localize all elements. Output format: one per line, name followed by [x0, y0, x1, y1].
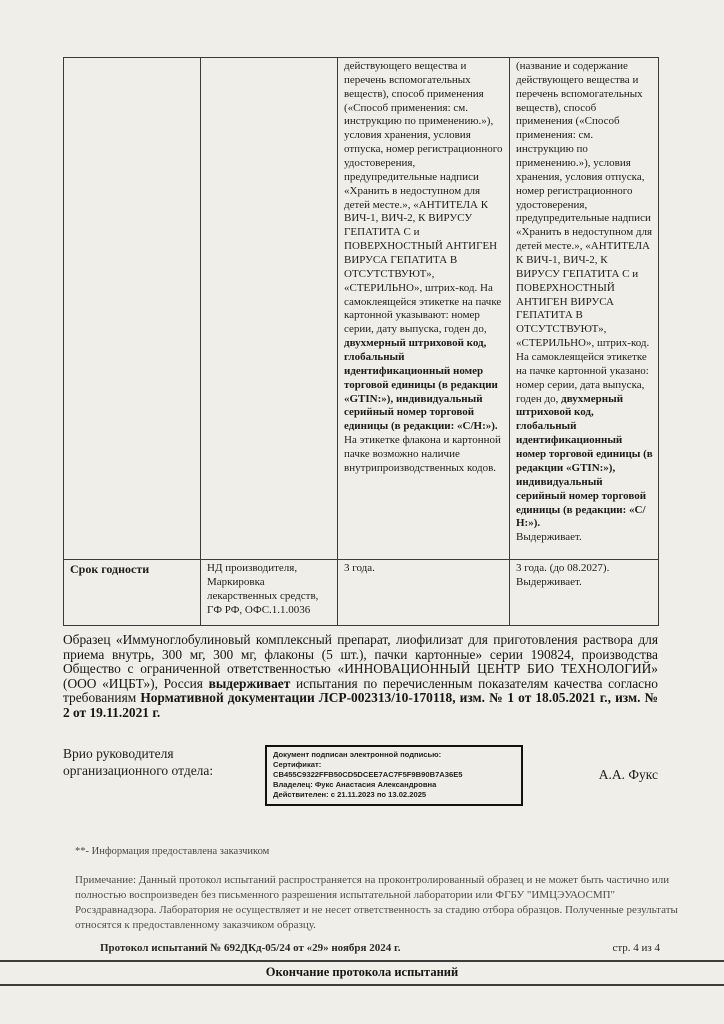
electronic-signature-stamp — [265, 745, 523, 807]
ending-band — [0, 960, 724, 986]
stamp-title: Документ подписан электронной подписью: — [273, 749, 442, 759]
conclusion-paragraph: Образец «Иммуноглобулиновый комплексный препарат, лиофилизат для приготовления раствора для приема внутрь, 300 мг, 300 мг, флаконы (5 шт.), пачки картонные» серии 190824, производства Общество с ограниченной ответственностью «ИННОВАЦИОННЫЙ ЦЕНТР БИО ТЕХНОЛОГИЙ» (ООО «ИЦБТ»), Россия выдерживает испытания по перечисленным показателям качества согласно требованиям Нормативной документации ЛСР-002313/10-170118, изм. № 1 от 18.05.2021 г., изм. № 2 от 19.11.2021 г. — [63, 632, 658, 720]
protocol-ending-title: Окончание протокола испытаний — [265, 964, 459, 979]
note-paragraph: Примечание: Данный протокол испытаний распространяется на проконтролированный образец и не может быть частично или полностью воспроизведен без письменного разрешения испытательной лаборатории или ФГБУ "ИМЦЭУАОСМП" Росздравнадзора. Лаборатория не осуществляет и не несет ответственность за стадию отбора образцов. Полученные результаты относятся к предоставленному заказчиком образцу. — [75, 874, 678, 931]
stamp-owner: Владелец: Фукс Анастасия Александровна — [273, 780, 437, 790]
page-footer — [63, 942, 660, 954]
divider-line-bottom — [0, 984, 724, 986]
customer-info-footnote: **- Информация предоставлена заказчиком — [75, 846, 270, 858]
shelf-life-requirement-cell: 3 года. — [338, 560, 510, 626]
signature-block — [63, 745, 658, 807]
labeling-requirement-cell: действующего вещества и перечень вспомогательных веществ), способ применения («Способ применения: см. инструкцию по применению.»), условия хранения, условия отпуска, номер регистрационного удостоверения, предупредительные надписи «Хранить в недоступном для детей месте.», «АНТИТЕЛА К ВИЧ-1, ВИЧ-2, К ВИРУСУ ГЕПАТИТА С и ПОВЕРХНОСТНЫЙ АНТИГЕН ВИРУСА ГЕПАТИТА В ОТСУТСТВУЮТ», «СТЕРИЛЬНО», штрих-код. На самоклеящейся этикетке на пачке картонной указывают: номер серии, дату выпуска, годен до, двухмерный штриховой код, глобальный идентификационный номер торговой единицы (в редакции «GTIN:»), индивидуальный серийный номер торговой единицы (в редакции: «С/Н:»). На этикетке флакона и картонной пачке возможно наличие внутрипроизводственных кодов. — [338, 58, 510, 560]
stamp-validity: Действителен: с 21.11.2023 по 13.02.2025 — [273, 790, 427, 800]
shelf-life-method-cell: НД производителя, Маркировка лекарственных средств, ГФ РФ, ОФС.1.1.0036 — [201, 560, 338, 626]
labeling-result-cell: (название и содержание действующего вещества и перечень вспомогательных веществ), способ применения («Способ применения: см. инструкцию по применению.»), условия хранения, условия отпуска, номер регистрационного удостоверения, предупредительные надписи «Хранить в недоступном для детей месте.», «АНТИТЕЛА К ВИЧ-1, ВИЧ-2, К ВИРУСУ ГЕПАТИТА С и ПОВЕРХНОСТНЫЙ АНТИГЕН ВИРУСА ГЕПАТИТА В ОТСУТСТВУЮТ», «СТЕРИЛЬНО», штрих-код. На самоклеящейся этикетке на пачке картонной указано: номер серии, дата выпуска, годен до, двухмерный штриховой код, глобальный идентификационный номер торговой единицы (в редакции «GTIN:»), индивидуальный серийный номер торговой единицы (в редакции: «С/Н:»). Выдерживает. — [510, 58, 659, 560]
table-row-labeling-continuation — [64, 58, 659, 560]
stamp-certificate-value: CB455C9322FFB50CD5DCEE7AC7F5F9B90B7A36E5 — [273, 769, 463, 779]
protocol-number: Протокол испытаний № 692ДКд-05/24 от «29» ноября 2024 г. — [100, 941, 401, 954]
shelf-life-parameter-cell: Срок годности — [64, 560, 201, 626]
table-row-shelf-life — [64, 560, 659, 626]
signatory-title: Врио руководителя организационного отдела: — [63, 745, 214, 778]
labeling-method-cell — [201, 58, 338, 560]
page-number: стр. 4 из 4 — [612, 941, 660, 954]
stamp-certificate-label: Сертификат: — [273, 759, 322, 769]
results-table — [63, 57, 659, 626]
labeling-parameter-cell — [64, 58, 201, 560]
shelf-life-result-cell: 3 года. (до 08.2027). Выдерживает. — [510, 560, 659, 626]
signatory-name: А.А. Фукс — [598, 766, 658, 782]
